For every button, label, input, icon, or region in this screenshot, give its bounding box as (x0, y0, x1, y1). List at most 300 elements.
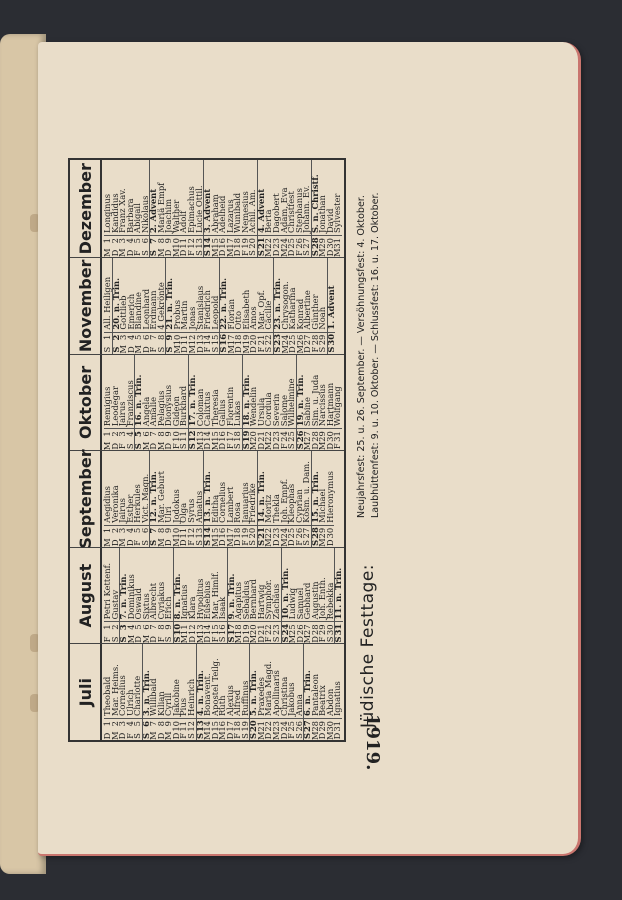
weekday-letter: M (294, 345, 305, 354)
day-number: 3 (119, 718, 127, 732)
day-number: 3 (120, 621, 128, 635)
day-name: Martin (179, 300, 190, 330)
weekday-letter: S (302, 732, 313, 740)
weekday-letter: D (271, 539, 282, 547)
day-name: 7. n. Trin. (118, 573, 129, 620)
day-name: Joh. Enth. (317, 577, 328, 620)
month-column (70, 547, 344, 644)
weekday-letter: D (255, 442, 266, 450)
day-number: 13 (196, 235, 204, 249)
day-number: 15 (212, 235, 220, 249)
day-name: Stephanus (293, 188, 304, 234)
day-number: 27 (304, 621, 312, 635)
day-list (102, 160, 344, 257)
weekday-letter: F (239, 539, 250, 546)
day-number: 19 (243, 332, 251, 346)
day-name: Apollinaris (271, 670, 282, 716)
day-number: 6 (142, 525, 150, 539)
weekday-letter: D (324, 442, 335, 450)
day-number: 27 (303, 235, 311, 249)
day-name: Veronika (109, 485, 120, 523)
day-number: 28 (312, 621, 320, 635)
day-number: 8 (158, 525, 166, 539)
weekday-letter: D (133, 636, 144, 643)
day-name: 9. n. Trin. (225, 573, 236, 620)
month-name: Oktober (70, 355, 102, 451)
day-name: Hieronymus (324, 471, 335, 523)
day-number: 7 (150, 525, 158, 539)
day-name: 8. n. Trin. (171, 573, 182, 620)
weekday-letter: D (324, 249, 335, 257)
day-number: 20 (249, 525, 257, 539)
month-name: Juli (70, 644, 102, 740)
day-number: 17 (227, 525, 235, 539)
day-number: 30 (327, 621, 335, 635)
month-column (70, 354, 344, 451)
day-name: Sixtus (140, 593, 151, 620)
day-name: Walther (170, 199, 181, 234)
day-name: 13. n. Trin. (202, 471, 213, 523)
day-name: Calixtus (202, 391, 213, 427)
day-name: Florian (225, 299, 236, 330)
day-number: 9 (166, 332, 174, 346)
weekday-letter: S (194, 732, 205, 740)
day-name: 3. n. Trin. (140, 670, 151, 716)
day-number: 21 (258, 235, 266, 249)
day-number: 12 (188, 525, 196, 539)
day-name: Remigius (102, 386, 112, 427)
day-name: Isaak (217, 596, 228, 620)
weekday-letter: M (209, 248, 220, 258)
weekday-letter: S (333, 636, 344, 643)
day-number: 17 (227, 718, 235, 732)
day-name: Aegidius (102, 486, 112, 523)
day-name: Joachim (163, 198, 174, 234)
day-name: Jodokus (170, 489, 181, 523)
day-number: 2 (112, 428, 120, 442)
day-number: 24 (282, 621, 290, 635)
day-number: 19 (243, 428, 251, 442)
day-number: 27 (303, 525, 311, 539)
day-number: 23 (273, 718, 281, 732)
day-number: 31 (334, 718, 342, 732)
day-number: 8 (158, 428, 166, 442)
weekday-letter: D (224, 732, 235, 740)
day-number: 7 (150, 332, 158, 346)
weekday-letter: S (102, 346, 112, 353)
day-name: Franz Xav. (117, 188, 128, 234)
day-number: 7 (150, 235, 158, 249)
weekday-letter: M (248, 634, 259, 644)
weekday-letter: S (132, 733, 143, 739)
day-number: 13 (197, 718, 205, 732)
weekday-letter: D (140, 346, 151, 353)
weekday-letter: F (293, 250, 304, 256)
weekday-letter: D (178, 539, 189, 547)
day-number: 25 (289, 621, 297, 635)
day-number: 26 (296, 718, 304, 732)
day-number: 28 (312, 428, 320, 442)
weekday-letter: D (240, 636, 251, 643)
day-number: 18 (234, 235, 242, 249)
day-name: Leopold (209, 295, 220, 330)
weekday-letter: M (202, 731, 213, 740)
weekday-letter: M (148, 731, 159, 740)
day-list (102, 644, 344, 740)
day-number: 10 (173, 525, 181, 539)
day-number: 5 (134, 718, 142, 732)
weekday-letter: S (178, 443, 189, 450)
day-number: 15 (212, 428, 220, 442)
weekday-letter: D (124, 249, 135, 257)
holidays-title: Jüdische Festtage: (358, 563, 378, 728)
day-name: Emerich (125, 293, 136, 330)
weekday-letter: F (102, 636, 112, 643)
day-number: 3 (120, 332, 128, 346)
day-number: 27 (304, 718, 312, 732)
weekday-letter: F (155, 636, 166, 643)
day-number: 1 (104, 621, 112, 635)
weekday-letter: S (193, 539, 204, 546)
day-number: 21 (258, 718, 266, 732)
day-number: 4 (128, 332, 136, 346)
weekday-letter: D (317, 732, 328, 740)
weekday-letter: S (255, 250, 266, 257)
day-name: 1. Advent (325, 285, 336, 330)
weekday-letter: M (317, 441, 328, 451)
day-number: 8 (158, 718, 166, 732)
weekday-letter: S (171, 636, 182, 643)
weekday-letter: D (309, 636, 320, 643)
day-number: 4 (128, 621, 136, 635)
day-name: Cornelius (117, 675, 128, 716)
weekday-letter: D (263, 732, 274, 740)
weekday-letter: D (148, 442, 159, 450)
day-number: 6 (142, 235, 150, 249)
day-name: Günther (309, 294, 320, 330)
day-number: 2 (112, 718, 120, 732)
day-number: 23 (273, 428, 281, 442)
day-name: Erich (163, 596, 174, 620)
day-name: Apostel Teilg. (209, 658, 220, 716)
day-number: 4 (127, 428, 135, 442)
holidays-line-1: Neujahrsfest: 25. u. 26. September. — Versöhnungsfest: 4. Oktober. (356, 195, 367, 518)
day-number: 31 (334, 235, 342, 249)
weekday-letter: M (309, 731, 320, 740)
weekday-letter: S (109, 636, 120, 643)
weekday-letter: S (202, 539, 213, 546)
day-name: Joh. Empf. (278, 478, 289, 523)
weekday-letter: D (286, 249, 297, 257)
weekday-letter: D (232, 539, 243, 547)
day-name: Sabine (302, 397, 313, 427)
day-name: Hypolitus (194, 578, 205, 620)
day-name: Lukas (232, 400, 243, 427)
day-number: 15 (212, 332, 220, 346)
month-column (70, 450, 344, 547)
weekday-letter: D (178, 249, 189, 257)
weekday-letter: M (263, 248, 274, 258)
weekday-letter: M (317, 538, 328, 547)
day-number: 18 (234, 428, 242, 442)
day-number: 10 (173, 235, 181, 249)
day-number: 17 (228, 332, 236, 346)
day-number: 14 (204, 235, 212, 249)
day-name: Eusebius (202, 580, 213, 620)
day-number: 25 (288, 718, 296, 732)
weekday-letter: M (102, 441, 112, 451)
weekday-letter: M (263, 538, 274, 547)
day-name: Chrysogon. (279, 281, 290, 330)
month-name: September (70, 451, 102, 547)
day-name: Hartwig (255, 584, 266, 620)
day-number: 2 (112, 525, 120, 539)
weekday-letter: D (324, 539, 335, 547)
weekday-letter: F (202, 346, 213, 353)
weekday-letter: D (287, 346, 298, 353)
weekday-letter: S (155, 346, 166, 353)
weekday-letter: M (155, 538, 166, 547)
day-number: 5 (135, 428, 143, 442)
day-number: 20 (250, 332, 258, 346)
day-name: Bernhard (248, 579, 259, 620)
weekday-letter: D (163, 539, 174, 547)
day-number: 17 (227, 235, 235, 249)
day-name: Salome (278, 394, 289, 427)
weekday-letter: F (178, 733, 189, 739)
weekday-letter: S (294, 443, 305, 450)
day-number: 31 (334, 428, 342, 442)
day-name: Adelheid (217, 195, 228, 234)
weekday-letter: D (332, 732, 343, 740)
day-number: 16 (219, 718, 227, 732)
weekday-letter: S (110, 346, 121, 353)
weekday-letter: S (309, 539, 320, 546)
day-name: 3. Advent (202, 188, 213, 234)
weekday-letter: M (317, 248, 328, 258)
day-number: 17 (227, 428, 235, 442)
day-name: Sim. u. Juda (309, 374, 320, 427)
day-name: Sebaldus (240, 580, 251, 620)
weekday-letter: M (302, 634, 313, 644)
day-number: 22 (265, 525, 273, 539)
weekday-letter: S (187, 443, 198, 450)
weekday-letter: S (247, 250, 258, 256)
day-name: Elisabeth (240, 289, 251, 330)
calendar-grid (68, 158, 346, 742)
day-number: 15 (212, 525, 220, 539)
weekday-letter: M (163, 731, 174, 740)
day-number: 21 (258, 428, 266, 442)
day-name: Angela (140, 396, 151, 427)
weekday-letter: D (155, 732, 166, 740)
day-name: Friedrike (247, 483, 258, 523)
day-number: 8 (158, 332, 166, 346)
day-name: Dionysius (163, 384, 174, 427)
weekday-letter: S (293, 733, 304, 739)
day-number: 15 (212, 718, 220, 732)
day-number: 20 (250, 428, 258, 442)
day-number: 31 (335, 621, 343, 635)
day-name: Dominikus (125, 574, 136, 620)
day-name: Ruffinus (239, 680, 250, 716)
day-name: Pantaleon (309, 673, 320, 716)
day-name: Thekla (271, 494, 282, 523)
weekday-letter: F (278, 443, 289, 450)
day-number: 28 (312, 332, 320, 346)
day-number: 2 (113, 332, 121, 346)
day-name: Mariä Empf (155, 182, 166, 234)
weekday-letter: S (124, 443, 135, 450)
weekday-letter: D (117, 732, 128, 740)
weekday-letter: S (286, 443, 297, 450)
day-name: 17. n. Trin. (187, 374, 198, 427)
month-column (70, 257, 344, 354)
weekday-letter: M (209, 538, 220, 547)
month-name: Dezember (70, 160, 102, 257)
day-name: Mar. Heims. (109, 664, 120, 716)
weekday-letter: D (109, 249, 120, 257)
day-number: 21 (258, 332, 266, 346)
day-number: 28 (312, 235, 320, 249)
day-row (334, 548, 343, 644)
day-number: 12 (189, 428, 197, 442)
day-name: Stanislaus (194, 285, 205, 330)
day-number: 22 (265, 235, 273, 249)
day-name: Petri Kettenf. (102, 562, 112, 620)
day-name: 14. n. Trin. (255, 471, 266, 523)
weekday-letter: D (217, 249, 228, 257)
weekday-letter: S (272, 346, 283, 353)
day-number: 13 (197, 428, 205, 442)
day-name: 5. n. Trin. (248, 670, 259, 716)
weekday-letter: M (271, 731, 282, 740)
day-number: 4 (127, 718, 135, 732)
day-name: Amos (248, 306, 259, 330)
day-number: 26 (297, 332, 305, 346)
day-name: Symphor. (263, 579, 274, 620)
day-name: Ruth (217, 695, 228, 716)
day-number: 24 (281, 525, 289, 539)
day-number: 22 (265, 621, 273, 635)
day-name: Pius (178, 697, 189, 716)
day-number: 27 (304, 428, 312, 442)
weekday-letter: M (102, 248, 112, 258)
day-number: 6 (143, 621, 151, 635)
day-number: 26 (297, 428, 305, 442)
weekday-letter: F (332, 443, 343, 450)
day-number: 29 (319, 428, 327, 442)
weekday-letter: S (324, 636, 335, 643)
day-number: 28 (312, 718, 320, 732)
day-name: Narcissus (317, 384, 328, 427)
weekday-letter: M (171, 345, 182, 354)
day-name: Mar. Himlf. (209, 571, 220, 620)
day-name: 4. Advent (255, 188, 266, 234)
day-number: 30 (327, 525, 335, 539)
day-list (102, 548, 344, 644)
weekday-letter: M (179, 634, 190, 644)
day-name: 4 Gekrönte (155, 282, 166, 330)
day-name: Epimachus (186, 186, 197, 234)
weekday-letter: M (224, 248, 235, 258)
weekday-letter: D (163, 442, 174, 450)
day-name: Franziscus (124, 380, 135, 427)
day-number: 29 (319, 235, 327, 249)
day-name: 22. n. Trin. (218, 277, 229, 330)
day-name: Moritz (263, 494, 274, 523)
day-name: Charlotte (132, 675, 143, 716)
weekday-letter: D (187, 636, 198, 643)
weekday-letter: D (217, 442, 228, 450)
weekday-letter: D (202, 442, 213, 450)
weekday-letter: M (263, 441, 274, 451)
day-name: Gebhard (302, 582, 313, 620)
day-number: 24 (282, 332, 290, 346)
day-name: Jairus (117, 498, 128, 523)
day-name: Beatrix (317, 685, 328, 716)
day-number: 6 (143, 428, 151, 442)
day-name: Cornelius (217, 481, 228, 523)
day-name: Jonas (187, 306, 198, 330)
day-number: 16 (220, 332, 228, 346)
weekday-letter: M (278, 248, 289, 258)
weekday-letter: S (148, 250, 159, 257)
weekday-letter: S (248, 732, 259, 740)
weekday-letter: F (132, 539, 143, 546)
weekday-letter: D (255, 636, 266, 643)
weekday-letter: F (186, 539, 197, 546)
weekday-letter: D (209, 732, 220, 740)
day-name: Bonavent. (202, 673, 213, 716)
day-number: 12 (188, 235, 196, 249)
day-name: 15. n. Trin. (309, 471, 320, 523)
weekday-letter: D (125, 346, 136, 353)
day-name: Theresia (209, 389, 220, 427)
day-name: Praxedes (255, 677, 266, 716)
day-row (334, 160, 342, 257)
day-name: Lazarus (224, 199, 235, 234)
day-number: 23 (273, 235, 281, 249)
day-number: 14 (204, 718, 212, 732)
day-number: 10 (173, 718, 181, 732)
day-number: 30 (327, 718, 335, 732)
month-column (70, 160, 344, 257)
day-name: Rebekka (324, 582, 335, 620)
weekday-letter: D (271, 249, 282, 257)
weekday-letter: S (133, 443, 144, 450)
month-name: November (70, 258, 102, 354)
day-name: Nikolaus (139, 195, 150, 234)
day-name: Mar. Opf. (255, 289, 266, 330)
day-name: Zachäus (271, 583, 282, 620)
day-number: 8 (158, 621, 166, 635)
weekday-letter: D (109, 442, 120, 450)
weekday-letter: S (217, 636, 228, 643)
day-number: 13 (196, 525, 204, 539)
weekday-letter: M (217, 731, 228, 740)
day-number: 13 (197, 332, 205, 346)
weekday-letter: M (170, 538, 181, 547)
day-number: 2 (112, 621, 120, 635)
day-number: 16 (219, 525, 227, 539)
weekday-letter: S (118, 636, 129, 643)
weekday-letter: S (232, 443, 243, 450)
day-name: Kosm. u. Dam. (301, 461, 312, 523)
day-name: Probus (171, 299, 182, 330)
month-column (70, 643, 344, 740)
weekday-letter: F (186, 250, 197, 256)
